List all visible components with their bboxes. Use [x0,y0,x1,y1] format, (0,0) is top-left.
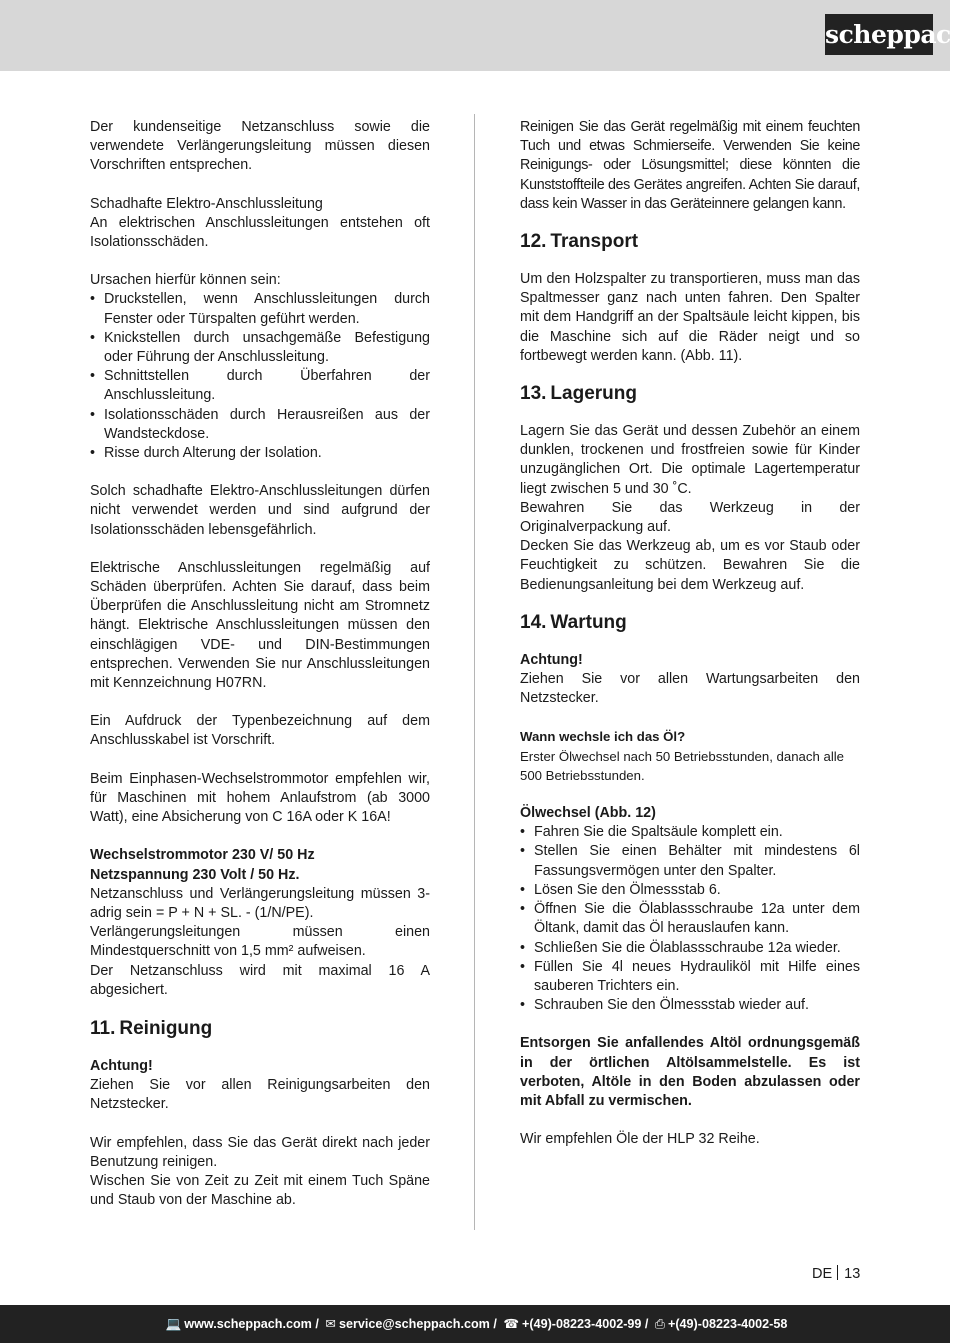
attention-label: Achtung! [520,651,583,668]
list-item: • Füllen Sie 4l neues Hydrauliköl mit Hilfe eines sauberen Trichters ein. [520,958,860,996]
paragraph: Solch schadhafte Elektro-Anschlussleitungen dürfen nicht verwendet werden und sind aufgrund der Isolationsschäden lebensgefährlich. [90,483,430,538]
computer-icon: 💻 [165,1317,182,1331]
paragraph: Verlängerungsleitungen müssen einen Mindestquerschnitt von 1,5 mm² aufweisen. [90,924,430,960]
page-number [812,1265,860,1282]
list-item: • Schließen Sie die Ölablassschraube 12a wieder. [520,939,860,958]
section-heading-11 [90,1017,430,1041]
footer-website[interactable]: www.scheppach.com [184,1317,312,1331]
paragraph: Elektrische Anschlussleitungen regelmäßig auf Schäden überprüfen. Achten Sie darauf, dass beim Überprüfen die Anschlussleitung nicht am Stromnetz hängt. Elektrische Anschlussleitungen müssen den einschlägigen VDE- und DIN-Bestimmungen entsprechen. Verwenden Sie nur Anschlussleitungen mit Kennzeichnung H07RN. [90,559,430,692]
list-item: • Lösen Sie den Ölmessstab 6. [520,881,860,900]
section-heading-12 [520,230,860,254]
list-item: • Druckstellen, wenn Anschlussleitungen durch Fenster oder Türspalten geführt werden. [90,290,430,328]
list-item: • Öffnen Sie die Ölablassschraube 12a unter dem Öltank, damit das Öl herauslaufen kann. [520,900,860,938]
paragraph: Decken Sie das Werkzeug ab, um es vor Staub oder Feuchtigkeit zu schützen. Bewahren Sie die Bedienungsanleitung bei dem Werkzeug auf. [520,538,860,593]
paragraph: Ursachen hierfür können sein: [90,272,281,289]
footer-separator: / [493,1317,497,1331]
footer-phone: +(49)-08223-4002-99 [522,1317,642,1331]
section-number: 12. [520,231,547,253]
footer-fax: +(49)-08223-4002-58 [668,1317,788,1331]
paragraph: Wir empfehlen, dass Sie das Gerät direkt nach jeder Benutzung reinigen. [90,1134,430,1170]
paragraph: Ein Aufdruck der Typenbezeichnung auf dem Anschlusskabel ist Vorschrift. [90,713,430,749]
oil-change-heading: Ölwechsel (Abb. 12) [520,805,656,822]
paragraph: Der kundenseitige Netzanschluss sowie die verwendete Verlängerungsleitung müssen diesen Vorschriften entsprechen. [90,119,430,174]
section-title: Reinigung [119,1017,213,1039]
paragraph: Um den Holzspalter zu transportieren, muss man das Spaltmesser ganz nach unten fahren. Den Spalter mit dem Handgriff an der Spaltsäule leicht kippen, bis die Maschine sich auf die Räder neigt und so fortbewegt werden kann. (Abb. 11). [520,271,860,364]
left-column [90,118,430,1210]
footer-separator: / [315,1317,319,1331]
right-column [520,118,860,1149]
paragraph: Der Netzanschluss wird mit maximal 16 A abgesichert. [90,962,430,998]
list-item: • Schnittstellen durch Überfahren der Anschlussleitung. [90,367,430,405]
header-bar [0,0,968,71]
section-title: Transport [550,231,639,253]
subheading: Schadhafte Elektro-Anschlussleitung [90,195,323,212]
language-code: DE [812,1266,833,1282]
attention-label: Achtung! [90,1057,153,1074]
envelope-icon: ✉ [325,1317,336,1331]
telephone-icon: ☎ [503,1317,520,1331]
list-item: • Isolationsschäden durch Herausreißen aus der Wandsteckdose. [90,406,430,444]
oil-change-steps [520,823,860,1015]
paragraph: Wir empfehlen Öle der HLP 32 Reihe. [520,1131,760,1148]
list-item: • Risse durch Alterung der Isolation. [90,444,430,463]
page-separator [837,1265,838,1280]
fax-icon: ⎙ [654,1317,665,1331]
voltage-spec-heading: Netzspannung 230 Volt / 50 Hz. [90,866,300,883]
section-title: Wartung [550,611,627,633]
paragraph: Netzanschluss und Verlängerungsleitung müssen 3-adrig sein = P + N + SL. - (1/N/PE). [90,885,430,921]
column-divider [474,114,475,1230]
section-title: Lagerung [550,383,637,405]
paragraph: Wischen Sie von Zeit zu Zeit mit einem Tuch Späne und Staub von der Maschine ab. [90,1172,430,1209]
paragraph: Beim Einphasen-Wechselstrommotor empfehlen wir, für Maschinen mit hohem Anlaufstrom (ab 3000 Watt), eine Absicherung von C 16A oder K 16A! [90,770,430,826]
paragraph: An elektrischen Anschlussleitungen entstehen oft Isolationsschäden. [90,214,430,251]
section-number: 14. [520,611,547,633]
list-item: • Knickstellen durch unsachgemäße Befestigung oder Führung der Anschlussleitung. [90,329,430,367]
disposal-notice: Entsorgen Sie anfallendes Altöl ordnungsgemäß in der örtlichen Altölsammelstelle. Es ist verboten, Altöle in den Boden abzulassen oder mit Abfall zu vermischen. [520,1035,860,1109]
causes-list [90,290,430,463]
footer-bar [0,1305,950,1343]
list-item: • Schrauben Sie den Ölmessstab wieder auf. [520,996,860,1015]
paragraph: Reinigen Sie das Gerät regelmäßig mit einem feuchten Tuch und etwas Schmierseife. Verwenden Sie keine Reinigungs- oder Lösungsmittel; diese könnten die Kunststoffteile des Gerätes angreifen. Achten Sie darauf, dass kein Wasser in das Geräteinnere gelangen kann. [520,119,860,212]
motor-spec-heading: Wechselstrommotor 230 V/ 50 Hz [90,847,315,864]
scheppach-logo: scheppach [825,14,933,55]
oil-question: Wann wechsle ich das Öl? [520,729,686,745]
section-number: 11. [90,1017,116,1039]
section-number: 13. [520,383,547,405]
paragraph: Bewahren Sie das Werkzeug in der Originalverpackung auf. [520,499,860,536]
paragraph: Ziehen Sie vor allen Wartungsarbeiten den Netzstecker. [520,671,860,707]
list-item: • Stellen Sie einen Behälter mit mindestens 6l Fassungsvermögen unter den Spalter. [520,842,860,880]
section-heading-13 [520,382,860,406]
footer-email[interactable]: service@scheppach.com [338,1317,490,1331]
page-number-value: 13 [844,1266,861,1282]
list-item: • Fahren Sie die Spaltsäule komplett ein. [520,823,860,842]
oil-answer: Erster Ölwechsel nach 50 Betriebsstunden, danach alle 500 Betriebsstunden. [520,748,845,783]
paragraph: Ziehen Sie vor allen Reinigungsarbeiten den Netzstecker. [90,1077,430,1113]
section-heading-14 [520,611,860,635]
footer-separator: / [644,1317,649,1331]
paragraph: Lagern Sie das Gerät und dessen Zubehör an einem dunklen, trockenen und frostfreien sowie für Kinder unzugänglichen Ort. Die optimale Lagertemperatur liegt zwischen 5 und 30 ˚C. [520,423,860,497]
